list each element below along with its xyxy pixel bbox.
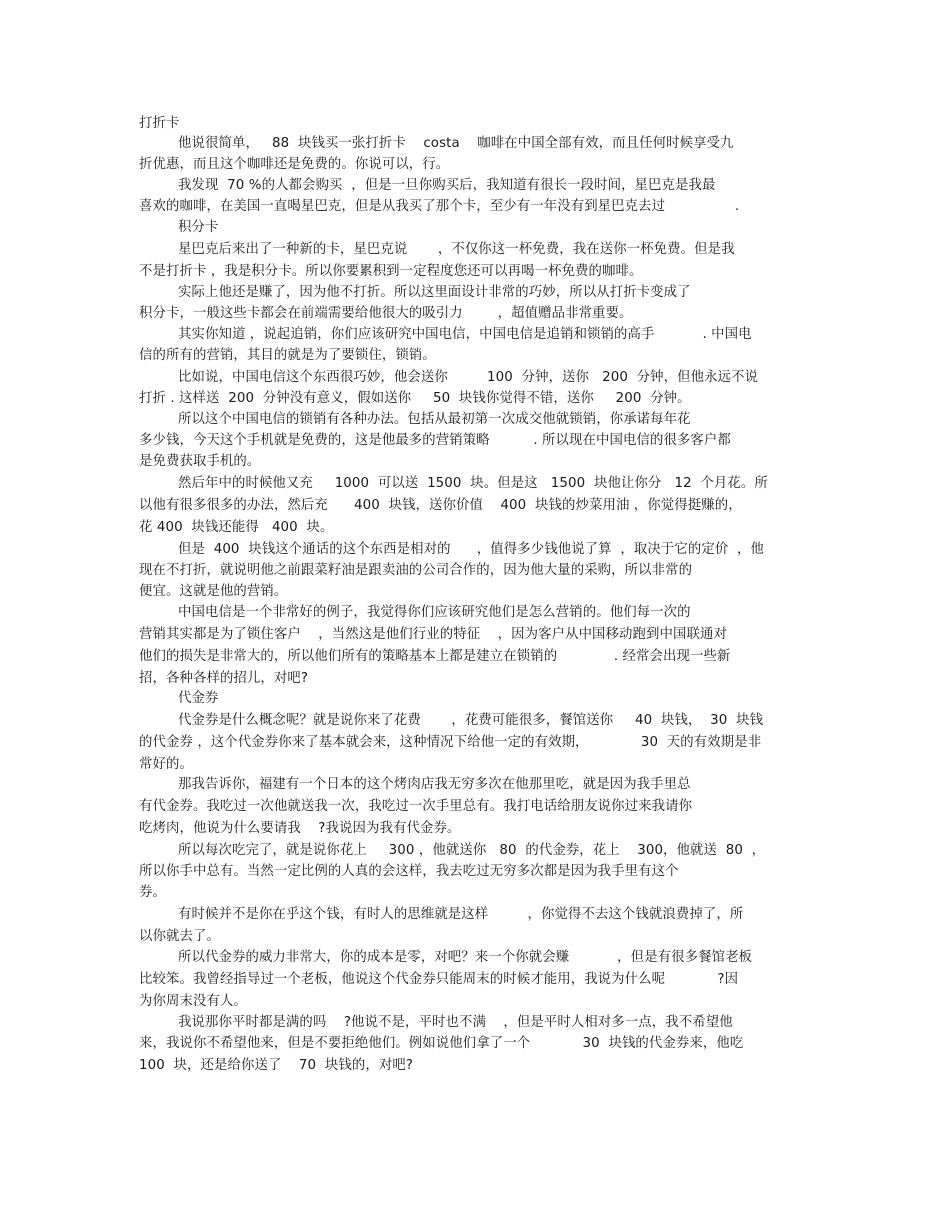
paragraph-line: 现在不打折，就说明他之前跟菜籽油是跟卖油的公司合作的，因为他大量的采购，所以非常的 (139, 563, 693, 578)
paragraph-line: 不是打折卡 ，我是积分卡。所以你要累积到一定程度您还可以再喝一杯免费的咖啡。 (139, 264, 643, 279)
paragraph-line: 多少钱，今天这个手机就是免费的，这是他最多的营销策略 . 所以现在中国电信的很多客户都 (139, 433, 731, 448)
paragraph-line: 但是 400 块钱这个通话的这个东西是相对的 ，值得多少钱他说了算 ，取决于它的定价 ，他 (178, 542, 764, 557)
paragraph-line: 券。 (139, 885, 166, 900)
paragraph-line: 100 块，还是给你送了 70 块钱的，对吧? (139, 1058, 414, 1073)
paragraph-line: 其实你知道 ，说起追销，你们应该研究中国电信，中国电信是追销和锁销的高手 . 中国电 (178, 327, 752, 342)
paragraph-line: 所以每次吃完了，就是说你花上 300 ，他就送你 80 的代金券，花上 300，他就送 80 ， (178, 843, 766, 858)
paragraph-line: 代金券是什么概念呢？就是说你来了花费 ，花费可能很多，餐馆送你 40 块钱， 30 块钱 (178, 713, 764, 728)
paragraph-line: 所以代金券的威力非常大，你的成本是零，对吧？来一个你就会赚 ，但是有很多餐馆老板 (178, 950, 753, 965)
paragraph-line: 他说很简单， 88 块钱买一张打折卡 costa 咖啡在中国全部有效，而且任何时候享受九 (178, 136, 734, 151)
paragraph-line: 积分卡，一般这些卡都会在前端需要给他很大的吸引力 ，超值赠品非常重要。 (139, 306, 633, 321)
paragraph-line: 中国电信是一个非常好的例子，我觉得你们应该研究他们是怎么营销的。他们每一次的 (178, 605, 691, 620)
paragraph-line: 招，各种各样的招儿，对吧? (139, 671, 309, 686)
paragraph-line: 是免费获取手机的。 (139, 454, 261, 469)
paragraph-line: 实际上他还是赚了，因为他不打折。所以这里面设计非常的巧妙，所以从打折卡变成了 (178, 285, 691, 300)
paragraph-line: 以他有很多很多的办法，然后充 400 块钱，送你价值 400 块钱的炒菜用油 ，你觉得挺赚的， (139, 498, 742, 513)
paragraph-line: 花 400 块钱还能得 400 块。 (139, 520, 334, 535)
paragraph-line: 常好的。 (139, 757, 193, 772)
heading-voucher: 代金券 (178, 691, 219, 706)
paragraph-line: 便宜。这就是他的营销。 (139, 584, 288, 599)
paragraph-line: 喜欢的咖啡，在美国一直喝星巴克，但是从我买了那个卡，至少有一年没有到星巴克去过 . (139, 199, 740, 214)
paragraph-line: 然后年中的时候他又充 1000 可以送 1500 块。但是这 1500 块他让你分 12 个月花。所 (178, 476, 768, 491)
paragraph-line: 的代金券 ，这个代金券你来了基本就会来，这种情况下给他一定的有效期， 30 天的有效期是非 (139, 735, 762, 750)
paragraph-line: 所以这个中国电信的锁销有各种办法。包括从最初第一次成交他就锁销，你承诺每年花 (178, 412, 691, 427)
heading-points-card: 积分卡 (178, 220, 219, 235)
paragraph-line: 所以你手中总有。当然一定比例的人真的会这样，我去吃过无穷多次都是因为我手里有这个 (139, 864, 679, 879)
paragraph-line: 吃烤肉，他说为什么要请我 ?我说因为我有代金券。 (139, 821, 461, 836)
paragraph-line: 有代金券。我吃过一次他就送我一次，我吃过一次手里总有。我打电话给朋友说你过来我请你 (139, 799, 693, 814)
paragraph-line: 有时候并不是你在乎这个钱，有时人的思维就是这样 ，你觉得不去这个钱就浪费掉了，所 (178, 907, 744, 922)
paragraph-line: 以你就去了。 (139, 929, 220, 944)
paragraph-line: 我说那你平时都是满的吗 ?他说不是，平时也不满 ，但是平时人相对多一点，我不希望他 (178, 1015, 733, 1030)
paragraph-line: 营销其实都是为了锁住客户 ，当然这是他们行业的特征 ，因为客户从中国移动跑到中国联通对 (139, 627, 727, 642)
paragraph-line: 比较笨。我曾经指导过一个老板，他说这个代金券只能周末的时候才能用，我说为什么呢 ?因 (139, 972, 739, 987)
paragraph-line: 来，我说你不希望他来，但是不要拒绝他们。例如说他们拿了一个 30 块钱的代金券来，他吃 (139, 1036, 744, 1051)
paragraph-line: 我发现 70 %的人都会购买 ，但是一旦你购买后，我知道有很长一段时间，星巴克是我最 (178, 178, 716, 193)
paragraph-line: 打折 . 这样送 200 分钟没有意义，假如送你 50 块钱你觉得不错，送你 200 分钟。 (139, 391, 691, 406)
paragraph-line: 折优惠，而且这个咖啡还是免费的。你说可以，行。 (139, 157, 450, 172)
paragraph-line: 那我告诉你，福建有一个日本的这个烤肉店我无穷多次在他那里吃，就是因为我手里总 (178, 777, 691, 792)
paragraph-line: 信的所有的营销，其目的就是为了要锁住，锁销。 (139, 348, 436, 363)
paragraph-line: 他们的损失是非常大的，所以他们所有的策略基本上都是建立在锁销的 . 经常会出现一些新 (139, 649, 731, 664)
paragraph-line: 星巴克后来出了一种新的卡，星巴克说 ，不仅你这一杯免费，我在送你一杯免费。但是我 (178, 242, 735, 257)
heading-discount-card: 打折卡 (139, 116, 180, 131)
paragraph-line: 为你周末没有人。 (139, 994, 247, 1009)
paragraph-line: 比如说，中国电信这个东西很巧妙，他会送你 100 分钟，送你 200 分钟，但他永远不说 (178, 370, 759, 385)
